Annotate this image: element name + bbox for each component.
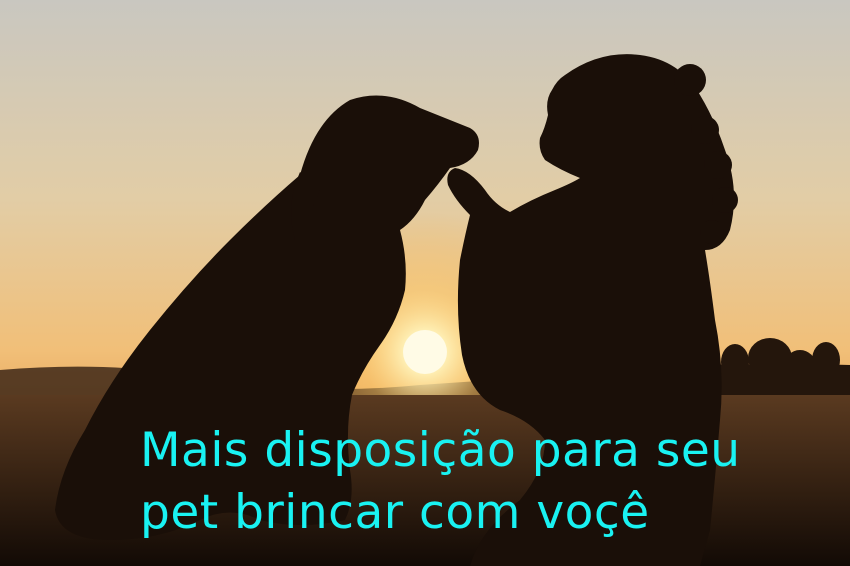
caption-text xyxy=(140,420,840,544)
caption-line-1: Mais disposição para seu xyxy=(140,423,741,478)
caption-line-2: pet brincar com voçê xyxy=(140,485,650,540)
tree-line xyxy=(720,338,850,405)
sun xyxy=(403,330,447,374)
